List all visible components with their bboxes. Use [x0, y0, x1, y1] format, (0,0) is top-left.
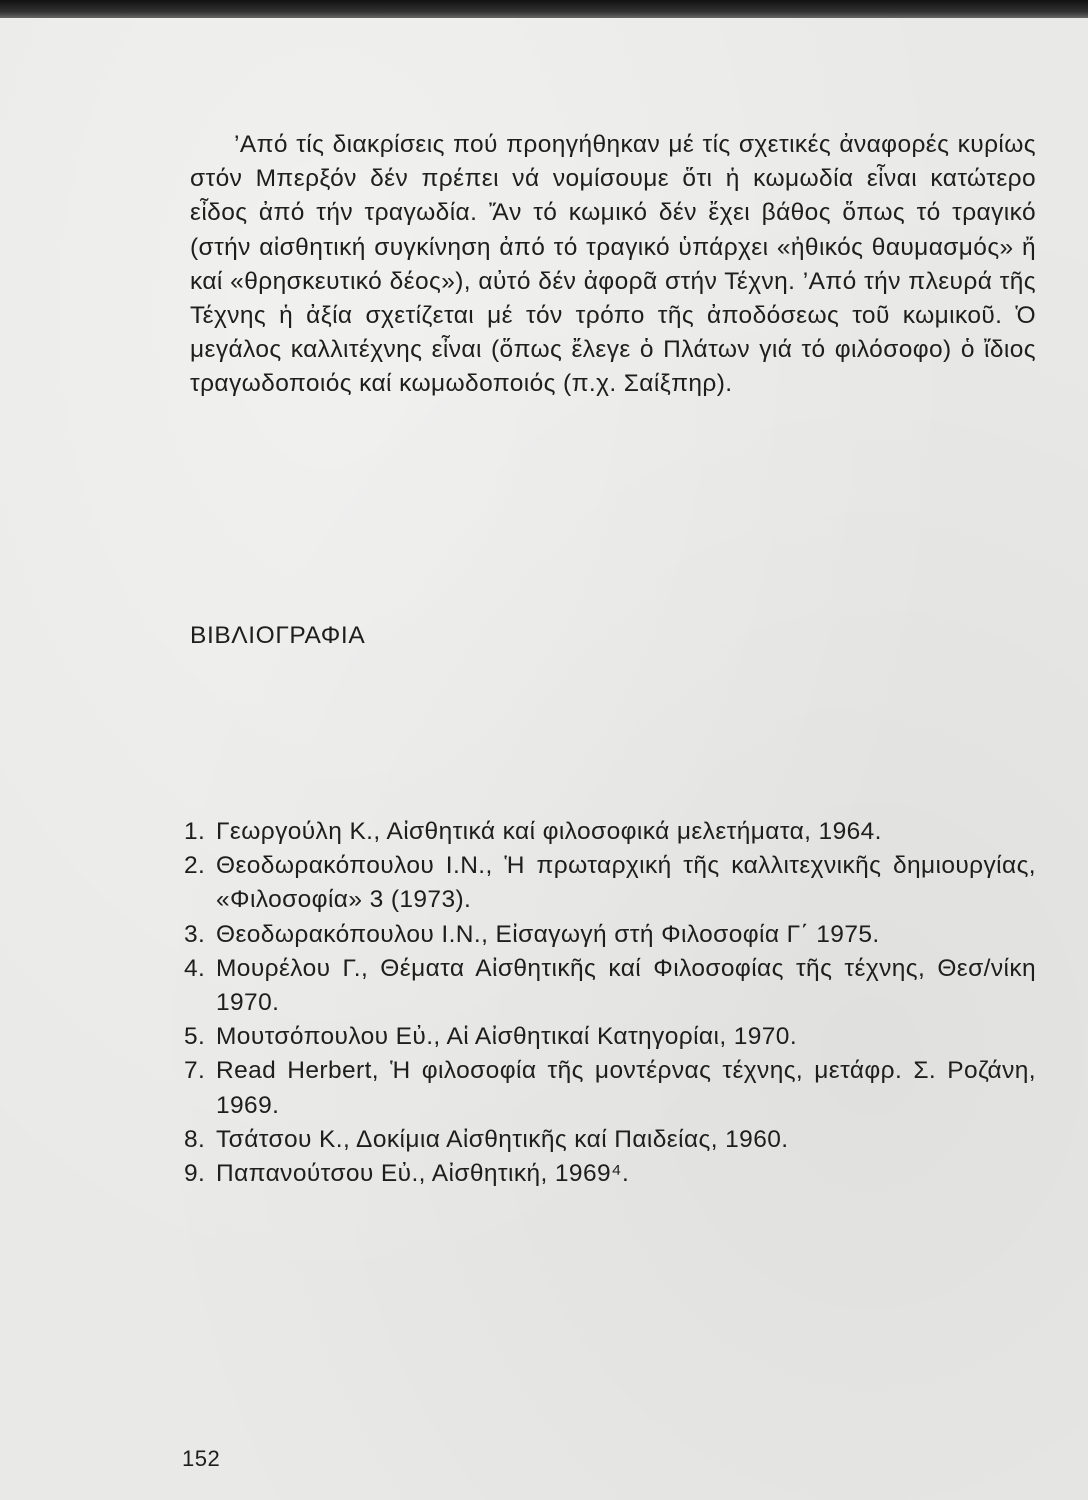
bibliography-item-number: 4.	[184, 954, 206, 982]
bibliography-item-text: Read Herbert, Ἡ φιλοσοφία τῆς μοντέρνας τέχνης, μετάφρ. Σ. Ροζάνη, 1969.	[216, 1057, 1036, 1119]
bibliography-item-number: 5.	[184, 1023, 206, 1051]
bibliography-heading: ΒΙΒΛΙΟΓΡΑΦΙΑ	[190, 622, 366, 649]
bibliography-item-number: 8.	[184, 1125, 206, 1153]
body-paragraph: ’Από τίς διακρίσεις πού προηγήθηκαν μέ τίς σχετικές ἀναφορές κυρίως στόν Μπερξόν δέν πρέπει νά νομίσουμε ὅτι ἡ κωμωδία εἶναι κατώτερο εἶδος ἀπό τήν τραγωδία. Ἄν τό κωμικό δέν ἔχει βάθος ὅπως τό τραγικό (στήν αἰσθητική συγκίνηση ἀπό τό τραγικό ὑπάρχει «ἠθικός θαυμασμός» ἤ καί «θρησκευτικό δέος»), αὐτό δέν ἀφορᾶ στήν Τέχνη. ’Από τήν πλευρά τῆς Τέχνης ἡ ἀξία σχετίζεται μέ τόν τρόπο τῆς ἀποδόσεως τοῦ κωμικοῦ. Ὁ μεγάλος καλλιτέχνης εἶναι (ὅπως ἔλεγε ὁ Πλάτων γιά τό φιλόσοφο) ὁ ἴδιος τραγωδοποιός καί κωμωδοποιός (π.χ. Σαίξπηρ).	[190, 131, 1036, 398]
bibliography-item-text: Θεοδωρακόπουλου Ι.Ν., Εἰσαγωγή στή Φιλοσοφία Γ΄ 1975.	[216, 920, 880, 948]
bibliography-item-text: Γεωργούλη Κ., Αἰσθητικά καί φιλοσοφικά μελετήματα, 1964.	[216, 818, 882, 845]
bibliography-item-text: Μουτσόπουλου Εὐ., Αἱ Αἰσθητικαί Κατηγορίαι, 1970.	[216, 1023, 798, 1051]
bibliography-item	[184, 1054, 1036, 1122]
bibliography-item	[184, 918, 1036, 952]
bibliography-list	[184, 815, 1036, 1191]
bibliography-item	[184, 1020, 1036, 1054]
bibliography-item	[184, 1123, 1036, 1157]
bibliography-item-text: Παπανούτσου Εὐ., Αἰσθητική, 1969⁴.	[216, 1160, 630, 1188]
bibliography-item-number: 7.	[184, 1057, 206, 1085]
bibliography-item-number: 1.	[184, 818, 206, 845]
page-top-edge	[0, 0, 1088, 20]
bibliography-item	[184, 849, 1036, 917]
bibliography-item-text: Μουρέλου Γ., Θέματα Αἰσθητικῆς καί Φιλοσοφίας τῆς τέχνης, Θεσ/νίκη 1970.	[216, 954, 1036, 1017]
book-page	[0, 18, 1088, 1500]
bibliography-item	[184, 815, 1036, 849]
bibliography-item-text: Θεοδωρακόπουλου Ι.Ν., Ἡ πρωταρχική τῆς καλλιτεχνικῆς δημιουργίας, «Φιλοσοφία» 3 (1973).	[216, 852, 1036, 914]
bibliography-item-text: Τσάτσου Κ., Δοκίμια Αἰσθητικῆς καί Παιδείας, 1960.	[216, 1125, 789, 1153]
bibliography-item-number: 9.	[184, 1160, 206, 1188]
page-number: 152	[182, 1446, 221, 1471]
bibliography-item	[184, 952, 1036, 1020]
bibliography-item-number: 2.	[184, 852, 206, 880]
bibliography-item-number: 3.	[184, 920, 206, 948]
bibliography-item	[184, 1157, 1036, 1191]
